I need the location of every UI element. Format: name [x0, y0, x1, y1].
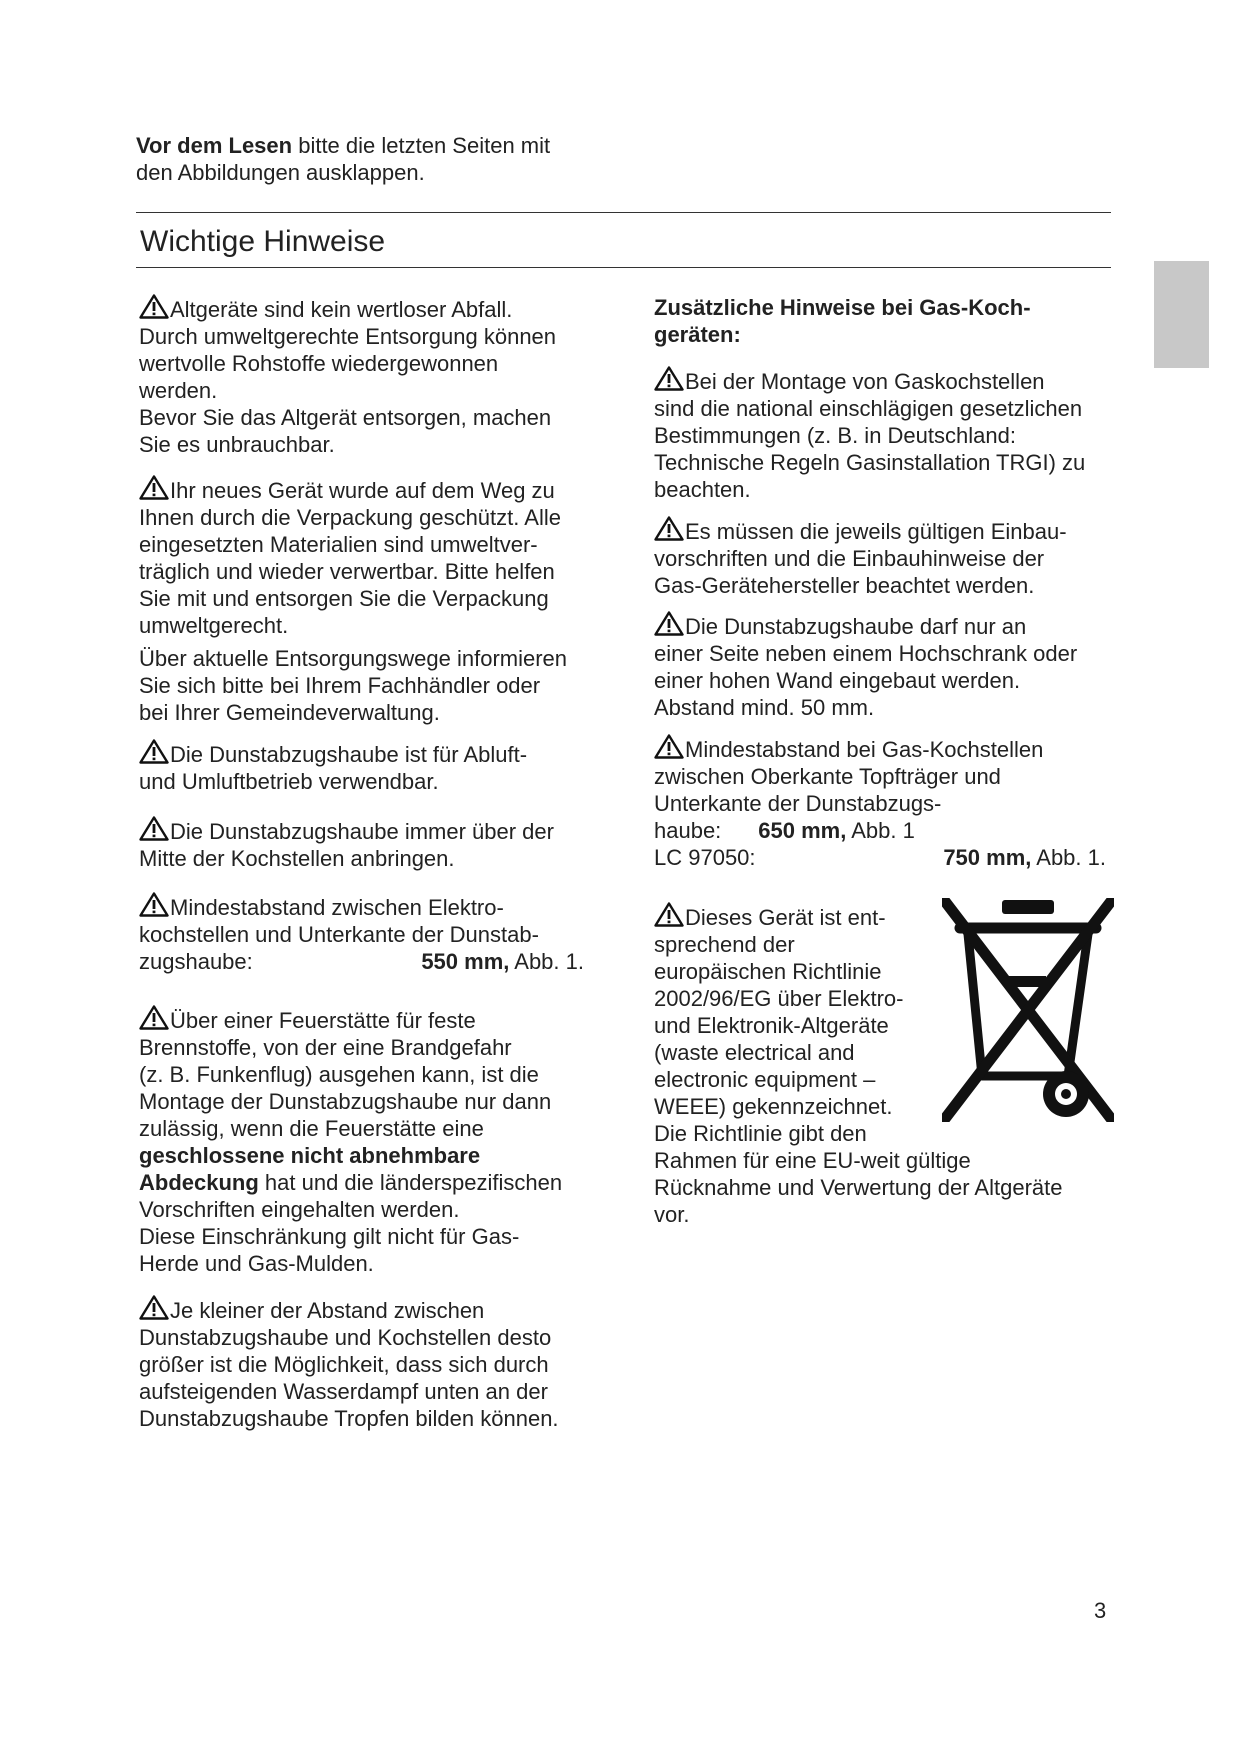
- text-line: Über einer Feuerstätte für feste: [170, 1008, 476, 1033]
- note-packaging: [139, 475, 567, 726]
- text-line: Die Dunstabzugshaube ist für Abluft-: [170, 742, 528, 767]
- text-line: Ihnen durch die Verpackung geschützt. Alle: [139, 505, 561, 530]
- warning-icon: [654, 902, 684, 927]
- text-line: sprechend der: [654, 932, 795, 957]
- text-line: Bei der Montage von Gaskochstellen: [685, 369, 1045, 394]
- warning-icon: [654, 366, 684, 391]
- text-line: Dunstabzugshaube Tropfen bilden können.: [139, 1406, 559, 1431]
- text-line: Es müssen die jeweils gültigen Einbau-: [685, 519, 1067, 544]
- note-min-distance-gas: [654, 734, 1106, 871]
- text-line: einer hohen Wand eingebaut werden.: [654, 668, 1021, 693]
- top-rule: [136, 212, 1111, 213]
- distance-value: 750 mm,: [943, 845, 1032, 870]
- warning-icon: [139, 739, 169, 764]
- figure-ref: Abb. 1.: [509, 949, 584, 974]
- text-line: Herde und Gas-Mulden.: [139, 1251, 374, 1276]
- text-line: aufsteigenden Wasserdampf unten an der: [139, 1379, 548, 1404]
- text-line: Je kleiner der Abstand zwischen: [170, 1298, 485, 1323]
- text-line: (waste electrical and: [654, 1040, 855, 1065]
- note-fireplace: [139, 1005, 562, 1277]
- intro-text: [136, 132, 636, 186]
- text-line: und Elektronik-Altgeräte: [654, 1013, 889, 1038]
- text-line: Unterkante der Dunstabzugs-: [654, 791, 942, 816]
- text-line: Die Dunstabzugshaube darf nur an: [685, 614, 1027, 639]
- text-line: Abdeckung: [139, 1170, 259, 1195]
- text-line: Technische Regeln Gasinstallation TRGI) zu: [654, 450, 1086, 475]
- intro-line2: den Abbildungen ausklappen.: [136, 160, 425, 185]
- text-line: Abstand mind. 50 mm.: [654, 695, 875, 720]
- text-line: 2002/96/EG über Elektro-: [654, 986, 904, 1011]
- text-line: europäischen Richtlinie: [654, 959, 882, 984]
- text-line: Über aktuelle Entsorgungswege informieren: [139, 646, 568, 671]
- warning-icon: [654, 734, 684, 759]
- chapter-tab: [1154, 261, 1209, 368]
- gas-heading: [654, 294, 1031, 348]
- text-line: Dunstabzugshaube und Kochstellen desto: [139, 1325, 552, 1350]
- text-line: Mindestabstand bei Gas-Kochstellen: [685, 737, 1044, 762]
- text-line: und Umluftbetrieb verwendbar.: [139, 769, 439, 794]
- text-line: Sie sich bitte bei Ihrem Fachhändler oder: [139, 673, 541, 698]
- text-line: Montage der Dunstabzugshaube nur dann: [139, 1089, 552, 1114]
- text-line: größer ist die Möglichkeit, dass sich durch: [139, 1352, 549, 1377]
- text-line: Mitte der Kochstellen anbringen.: [139, 846, 455, 871]
- text-line: hat und die länderspezifischen: [258, 1170, 563, 1195]
- text-line: bei Ihrer Gemeindeverwaltung.: [139, 700, 440, 725]
- figure-ref: Abb. 1: [846, 818, 915, 843]
- note-disposal: [139, 294, 556, 458]
- note-side-cabinet: [654, 611, 1077, 721]
- warning-icon: [654, 516, 684, 541]
- text-line: WEEE) gekennzeichnet.: [654, 1094, 893, 1119]
- note-gas-regulations: [654, 366, 1085, 503]
- text-line: haube:: [654, 818, 722, 843]
- warning-icon: [139, 475, 169, 500]
- text-line: vorschriften und die Einbauhinweise der: [654, 546, 1045, 571]
- text-line: Sie mit und entsorgen Sie die Verpackung: [139, 586, 549, 611]
- text-line: träglich und wieder verwertbar. Bitte helfen: [139, 559, 555, 584]
- text-line: wertvolle Rohstoffe wiedergewonnen: [139, 351, 499, 376]
- text-line: electronic equipment –: [654, 1067, 876, 1092]
- text-line: (z. B. Funkenflug) ausgehen kann, ist die: [139, 1062, 539, 1087]
- section-heading: Zusätzliche Hinweise bei Gas-Koch-: [654, 295, 1031, 320]
- text-line: kochstellen und Unterkante der Dunstab-: [139, 922, 539, 947]
- text-line: Diese Einschränkung gilt nicht für Gas-: [139, 1224, 520, 1249]
- note-operation-mode: [139, 739, 527, 795]
- distance-value: 650 mm,: [758, 818, 847, 843]
- text-line: sind die national einschlägigen gesetzlichen: [654, 396, 1083, 421]
- weee-crossed-bin-icon: [942, 898, 1114, 1122]
- text-line: Rahmen für eine EU-weit gültige: [654, 1148, 971, 1173]
- title-rule: [136, 267, 1111, 268]
- warning-icon: [654, 611, 684, 636]
- text-line: geschlossene nicht abnehmbare: [139, 1143, 481, 1168]
- text-line: Ihr neues Gerät wurde auf dem Weg zu: [170, 478, 555, 503]
- page-number: 3: [1094, 1598, 1107, 1623]
- intro-rest: bitte die letzten Seiten mit: [292, 133, 551, 158]
- warning-icon: [139, 1005, 169, 1030]
- model-number: LC 97050:: [654, 845, 756, 870]
- text-line: Die Richtlinie gibt den: [654, 1121, 867, 1146]
- text-line: Gas-Gerätehersteller beachtet werden.: [654, 573, 1035, 598]
- text-line: einer Seite neben einem Hochschrank oder: [654, 641, 1078, 666]
- text-line: Durch umweltgerechte Entsorgung können: [139, 324, 557, 349]
- warning-icon: [139, 1295, 169, 1320]
- text-line: Altgeräte sind kein wertloser Abfall.: [170, 297, 513, 322]
- text-line: zwischen Oberkante Topfträger und: [654, 764, 1001, 789]
- text-line: Sie es unbrauchbar.: [139, 432, 335, 457]
- page-title: Wichtige Hinweise: [140, 225, 386, 258]
- text-line: Bestimmungen (z. B. in Deutschland:: [654, 423, 1016, 448]
- warning-icon: [139, 892, 169, 917]
- text-line: Vorschriften eingehalten werden.: [139, 1197, 460, 1222]
- text-line: zulässig, wenn die Feuerstätte eine: [139, 1116, 484, 1141]
- note-condensation: [139, 1295, 559, 1432]
- text-line: eingesetzten Materialien sind umweltver-: [139, 532, 538, 557]
- text-line: Dieses Gerät ist ent-: [685, 905, 886, 930]
- text-line: Rücknahme und Verwertung der Altgeräte: [654, 1175, 1063, 1200]
- text-line: Bevor Sie das Altgerät entsorgen, machen: [139, 405, 552, 430]
- text-line: Brennstoffe, von der eine Brandgefahr: [139, 1035, 512, 1060]
- note-installation-rules: [654, 516, 1067, 599]
- text-line: umweltgerecht.: [139, 613, 289, 638]
- figure-ref: Abb. 1.: [1031, 845, 1106, 870]
- text-line: werden.: [139, 378, 218, 403]
- note-min-distance-electric: [139, 892, 584, 975]
- distance-value: 550 mm,: [421, 949, 510, 974]
- warning-icon: [139, 294, 169, 319]
- warning-icon: [139, 816, 169, 841]
- text-line: zugshaube:: [139, 949, 253, 974]
- text-line: beachten.: [654, 477, 751, 502]
- text-line: vor.: [654, 1202, 690, 1227]
- note-centering: [139, 816, 554, 872]
- text-line: Mindestabstand zwischen Elektro-: [170, 895, 504, 920]
- intro-bold: Vor dem Lesen: [136, 133, 293, 158]
- section-heading: geräten:: [654, 322, 741, 347]
- text-line: Die Dunstabzugshaube immer über der: [170, 819, 554, 844]
